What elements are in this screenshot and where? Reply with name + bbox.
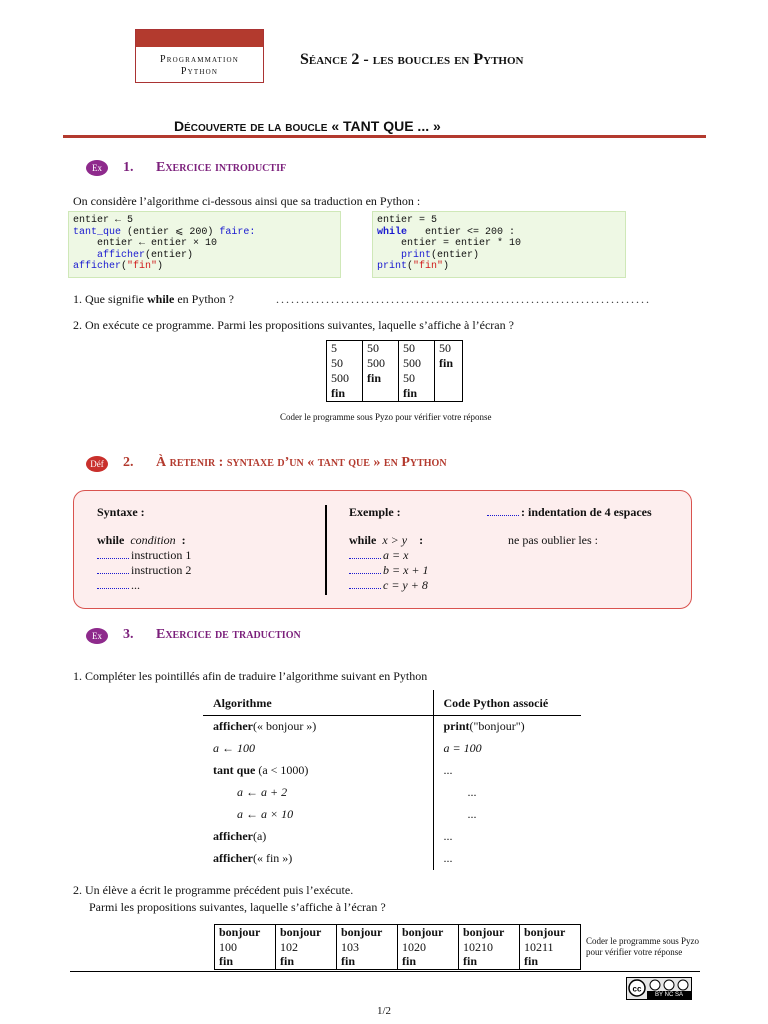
colon-reminder-text: ne pas oublier les : (508, 533, 598, 547)
sec2-number: 2. (123, 455, 134, 470)
python-cell (433, 826, 581, 848)
option-b-fin: fin (367, 371, 382, 385)
py-line2-rest: entier <= 200 : (407, 226, 516, 238)
opt-fin: fin (219, 954, 234, 968)
table-row (203, 760, 581, 782)
syntax-while: while (97, 533, 125, 547)
algo-rest: a ← a × 10 (237, 807, 294, 821)
algo-rest: a ← a + 2 (237, 785, 288, 799)
sec3-note-line2: pour vérifier votre réponse (586, 947, 683, 957)
py-line3: entier = entier * 10 (377, 238, 522, 249)
option-a-line: 5 (331, 341, 337, 355)
syntax-colon: : (181, 533, 186, 547)
option-a-fin: fin (331, 386, 346, 400)
opt-value: 10210 (463, 939, 493, 954)
python-cell (433, 782, 581, 804)
svg-text:cc: cc (632, 984, 642, 994)
option-4 (398, 925, 459, 970)
algo-line3: entier ← entier × 10 (73, 238, 218, 249)
table-row (203, 738, 581, 760)
algo-cell (203, 760, 433, 782)
option-a-line: 50 (331, 356, 343, 370)
example-while: while (349, 533, 377, 547)
course-box (135, 29, 264, 83)
algo-kw: afficher (213, 829, 253, 843)
option-6 (520, 925, 581, 970)
algo-keyword-afficher: afficher (97, 249, 146, 261)
option-c-line: 50 (403, 371, 415, 385)
definition-badge-icon: Déf (86, 456, 108, 472)
python-cell (433, 716, 581, 738)
algo-rest: (« fin ») (252, 851, 293, 865)
algo-kw: tant que (213, 763, 256, 777)
py-line4-rest: (entier) (431, 249, 480, 261)
example-line2 (349, 563, 429, 578)
python-cell (433, 804, 581, 826)
syntax-ellipsis-line (97, 578, 140, 593)
py-l5-p1: ( (407, 261, 414, 272)
python-cell (433, 848, 581, 870)
python-cell (433, 738, 581, 760)
option-d-line: 50 (439, 341, 451, 355)
syntax-while-line (97, 533, 186, 548)
option-b-line: 500 (367, 356, 385, 370)
option-5 (459, 925, 520, 970)
py-l5-p2: ) (443, 261, 450, 272)
sec1-intro: On considère l’algorithme ci-dessous ainsi que sa traduction en Python : (73, 194, 421, 208)
py-dots: ... (443, 763, 453, 777)
translation-table (203, 690, 581, 870)
algo-kw: afficher (213, 719, 253, 734)
indent-marker-icon (349, 549, 381, 559)
table-row (203, 782, 581, 804)
syntax-ellipsis: ... (131, 578, 140, 592)
example-while-line (349, 533, 423, 548)
option-2 (276, 925, 337, 970)
algo-cell (203, 716, 433, 738)
sec1-number: 1. (123, 160, 134, 175)
opt-value: 100 (219, 939, 237, 954)
option-c-line: 50 (403, 341, 415, 355)
q1-suffix: en Python ? (174, 292, 235, 306)
algo-cell (203, 782, 433, 804)
q1-while: while (147, 292, 175, 306)
page-number: 1/2 (377, 1005, 392, 1017)
subtitle-prefix: Découverte de la boucle « (174, 118, 344, 134)
option-c-fin: fin (403, 386, 418, 400)
sec1-question1 (73, 292, 234, 307)
py-keyword-print-2: print (377, 261, 408, 272)
algo-cell (203, 826, 433, 848)
python-code-box (372, 211, 626, 278)
algo-rest: (a < 1000) (255, 763, 309, 777)
syntax-instruction2: instruction 2 (131, 563, 192, 577)
option-3 (337, 925, 398, 970)
syntax-divider (325, 505, 327, 595)
example-assign-b: b = x + 1 (383, 563, 429, 577)
q1-prefix: 1. Que signifie (73, 292, 147, 306)
example-label: Exemple : (349, 505, 401, 519)
algo-string-fin: "fin" (127, 261, 158, 272)
opt-fin: fin (341, 954, 356, 968)
sec1-title: Exercice introductif (156, 160, 287, 175)
algo-rest: (a) (252, 829, 267, 843)
indent-note-text: : indentation de 4 espaces (521, 505, 652, 519)
opt-bonjour: bonjour (219, 925, 261, 939)
algo-keyword-faire: faire: (219, 226, 256, 238)
option-d-fin: fin (439, 356, 454, 370)
option-c-line: 500 (403, 356, 421, 370)
opt-fin: fin (524, 954, 539, 968)
py-rest: a = 100 (443, 741, 482, 755)
creative-commons-license-icon (626, 977, 692, 1000)
opt-fin: fin (402, 954, 417, 968)
sec3-pyzo-note (586, 936, 699, 958)
algo-cell (203, 848, 433, 870)
exercise-badge-icon: Ex (86, 160, 108, 176)
table-row (203, 716, 581, 738)
algo-line1-var: entier (73, 215, 110, 226)
opt-value: 1020 (402, 939, 426, 954)
option-a (327, 341, 363, 402)
opt-fin: fin (463, 954, 478, 968)
syntax-instruction1: instruction 1 (131, 548, 192, 562)
sec1-question2: 2. On exécute ce programme. Parmi les propositions suivantes, laquelle s’affiche à l’écran ? (73, 318, 514, 332)
opt-bonjour: bonjour (524, 925, 566, 939)
example-assign-a: a = x (383, 548, 409, 562)
py-dots: ... (443, 851, 453, 865)
syntax-condition: condition (130, 533, 176, 547)
algo-rest: (« bonjour ») (252, 719, 317, 734)
indent-marker-icon (97, 579, 129, 589)
course-line1: Programmation (159, 54, 240, 65)
algo-l5-p2: ) (157, 261, 164, 272)
indent-marker-icon (349, 564, 381, 574)
example-assign-c: c = y + 8 (383, 578, 428, 592)
example-condition: x > y (382, 533, 408, 547)
col-python: Code Python associé (433, 690, 581, 716)
algo-rest: a ← 100 (213, 741, 255, 755)
opt-fin: fin (280, 954, 295, 968)
license-text: BY NC SA (655, 992, 683, 998)
option-1 (215, 925, 276, 970)
py-dots: ... (467, 785, 477, 799)
algo-line4-rest: (entier) (145, 249, 194, 261)
sec2-title: À retenir : syntaxe d’un « tant que » en Python (156, 455, 447, 470)
sec3-note-line1: Coder le programme sous Pyzo (586, 936, 699, 946)
sec1-pyzo-note: Coder le programme sous Pyzo pour vérifier votre réponse (280, 412, 492, 422)
opt-bonjour: bonjour (341, 925, 383, 939)
sec3-question2-line1: 2. Un élève a écrit le programme précédent puis l’exécute. (73, 883, 354, 897)
algo-keyword-afficher-2: afficher (73, 261, 122, 272)
indent-marker-icon (97, 564, 129, 574)
python-cell (433, 760, 581, 782)
example-line3 (349, 578, 428, 593)
option-b-line: 50 (367, 341, 379, 355)
opt-value: 102 (280, 939, 298, 954)
sec1-options-table (326, 340, 463, 402)
syntax-instr1-line (97, 548, 191, 563)
table-row (203, 848, 581, 870)
sec3-options-table (214, 924, 581, 970)
exercise-badge-icon: Ex (86, 628, 108, 644)
py-keyword-print: print (401, 249, 432, 261)
option-c (399, 341, 435, 402)
footer-rule (70, 971, 700, 972)
course-label (136, 54, 263, 78)
opt-bonjour: bonjour (463, 925, 505, 939)
indent-note (487, 505, 652, 520)
algorithm-code-box (68, 211, 341, 278)
col-algorithme: Algorithme (203, 690, 433, 716)
indent-marker-icon (97, 549, 129, 559)
sec3-number: 3. (123, 627, 134, 642)
header-rule (63, 135, 706, 138)
opt-value: 10211 (524, 939, 554, 954)
course-line2: Python (180, 66, 219, 77)
table-row (203, 804, 581, 826)
algo-cell (203, 738, 433, 760)
algo-line1-rest: ← 5 (109, 215, 134, 226)
sec3-question1: 1. Compléter les pointillés afin de traduire l’algorithme suivant en Python (73, 669, 428, 683)
subtitle (174, 118, 441, 136)
algo-keyword-tant-que: tant_que (73, 226, 122, 238)
py-line1: entier = 5 (377, 215, 438, 226)
sec3-title: Exercice de traduction (156, 627, 301, 642)
colon-reminder (508, 533, 598, 548)
py-kw: print (443, 719, 470, 734)
py-dots: ... (467, 807, 477, 821)
course-box-bar (136, 30, 263, 47)
seance-title: Séance 2 - les boucles en Python (300, 51, 524, 68)
syntax-label: Syntaxe : (97, 505, 145, 519)
subtitle-tant-que: TANT QUE ... (343, 118, 430, 134)
algo-l5-p1: ( (121, 261, 128, 272)
algo-kw: afficher (213, 851, 253, 865)
example-line1 (349, 548, 408, 563)
answer-dots: ........................................................................... (276, 292, 651, 306)
syntax-instr2-line (97, 563, 191, 578)
indent-marker-icon (349, 579, 381, 589)
subtitle-suffix: » (429, 118, 441, 134)
opt-bonjour: bonjour (280, 925, 322, 939)
sec3-question2-line2: Parmi les propositions suivantes, laquelle s’affiche à l’écran ? (89, 900, 386, 914)
algo-line2-cond: (entier ⩽ 200) (121, 226, 220, 238)
indent-marker-icon (487, 506, 519, 516)
option-a-line: 500 (331, 371, 349, 385)
table-row (203, 826, 581, 848)
opt-value: 103 (341, 939, 359, 954)
py-rest: ("bonjour") (469, 719, 525, 734)
py-string-fin: "fin" (413, 261, 444, 272)
algo-cell (203, 804, 433, 826)
opt-bonjour: bonjour (402, 925, 444, 939)
py-dots: ... (443, 829, 453, 843)
option-b (363, 341, 399, 402)
py-keyword-while: while (377, 226, 408, 238)
option-d (435, 341, 463, 402)
example-colon: : (419, 533, 424, 547)
